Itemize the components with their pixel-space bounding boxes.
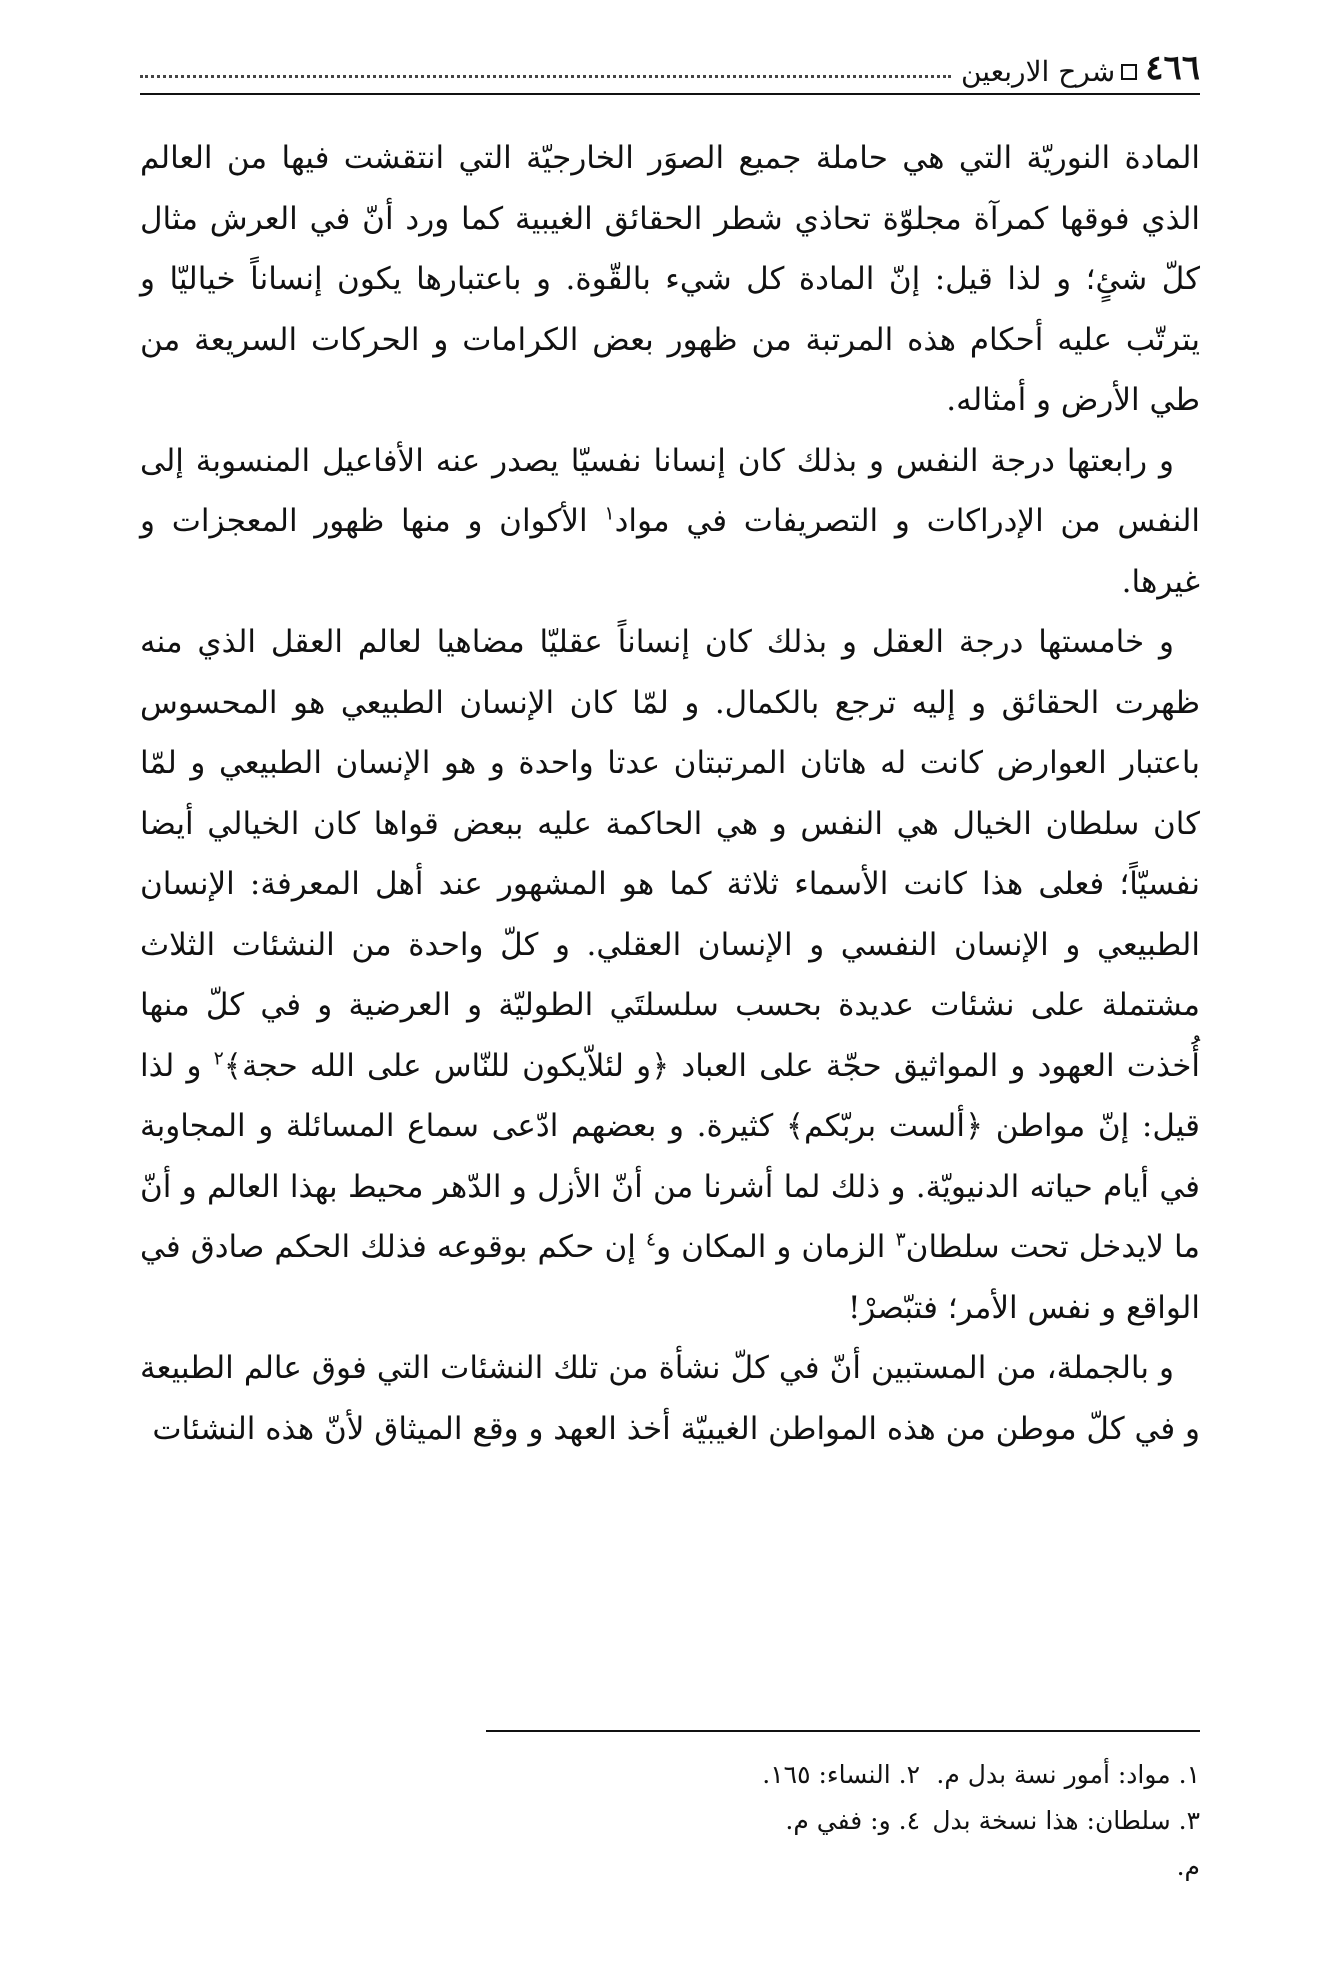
dotted-leader — [140, 75, 951, 78]
footnote-4: ٤. و: ففي م. — [785, 1806, 920, 1835]
paragraph-1 — [140, 128, 1200, 431]
main-text — [140, 128, 1200, 1459]
footnote-row — [486, 1752, 1200, 1798]
paragraph-3-text-b: و لذا قيل: إنّ مواطن ﴿ألست بربّكم﴾ كثيرة. و بعضهم ادّعى سماع المسائلة و المجاوبة في أيام حياته الدنيويّة. و ذلك لما أشرنا من أنّ الأزل و الدّهر محيط بهذا العالم و أنّ ما لايدخل تحت سلطان — [140, 1047, 1200, 1265]
page-number: ٤٦٦ — [1145, 48, 1200, 88]
page-header — [140, 40, 1200, 88]
footnote-row — [486, 1798, 1200, 1890]
footnote-ref-3: ٣ — [895, 1228, 906, 1251]
paragraph-1-text: المادة النوريّة التي هي حاملة جميع الصوَر الخارجيّة التي انتقشت فيها من العالم الذي فوقها كمرآة مجلوّة تحاذي شطر الحقائق الغيبية كما ورد أنّ في العرش مثال كلّ شئٍ؛ و لذا قيل: إنّ المادة كل شيء بالقّوة. و باعتبارها يكون إنساناً خياليّا و يترتّب عليه أحكام هذه المرتبة من ظهور بعض الكرامات و الحركات السريعة من طي الأرض و أمثاله. — [140, 140, 1200, 418]
paragraph-2 — [140, 431, 1200, 613]
paragraph-3 — [140, 612, 1200, 1338]
footnote-divider — [486, 1730, 1200, 1732]
paragraph-2-text-a: و رابعتها درجة النفس و بذلك كان إنسانا نفسيّا يصدر عنه الأفاعيل المنسوبة إلى النفس من الإدراكات و التصريفات في مواد — [140, 442, 1201, 539]
paragraph-3-text-a: و خامستها درجة العقل و بذلك كان إنساناً عقليّا مضاهيا لعالم العقل الذي منه ظهرت الحقائق و إليه ترجع بالكمال. و لمّا كان الإنسان الطبيعي هو المحسوس باعتبار العوارض كانت له هاتان المرتبتان عدتا واحدة و هو الإنسان الطبيعي و لمّا كان سلطان الخيال هي النفس و هي الحاكمة عليه ببعض قواها كان الخيالي أيضا نفسيّاً؛ فعلى هذا كانت الأسماء ثلاثة كما هو المشهور عند أهل المعرفة: الإنسان الطبيعي و الإنسان النفسي و الإنسان العقلي. و كلّ واحدة من النشئات الثلاث مشتملة على نشئات عديدة بحسب سلسلتَي الطوليّة و العرضية و في كلّ منها أُخذت العهود و المواثيق حجّة على العباد ﴿و لئلاّيكون للنّاس على الله حجة﴾ — [140, 624, 1200, 1084]
paragraph-4-text: و بالجملة، من المستبين أنّ في كلّ نشأة من تلك النشئات التي فوق عالم الطبيعة و في كلّ موطن من هذه المواطن الغيبيّة أخذ العهد و وقع الميثاق لأنّ هذه النشئات — [140, 1350, 1200, 1447]
footnote-ref-4: ٤ — [645, 1228, 657, 1251]
footnote-3: ٣. سلطان: هذا نسخة بدل م. — [932, 1806, 1200, 1881]
paragraph-2-text-b: الأكوان و منها ظهور المعجزات و غيرها. — [140, 503, 1200, 600]
paragraph-3-text-d: إن حكم بوقوعه فذلك الحكم صادق في الواقع و نفس الأمر؛ فتبّصرْ! — [140, 1229, 1200, 1326]
footnote-ref-2: ٢ — [213, 1047, 224, 1070]
footnote-2: ٢. النساء: ١٦٥. — [762, 1760, 920, 1789]
footnote-ref-1: ١ — [604, 502, 615, 525]
running-title: شرح الاربعين — [960, 55, 1116, 88]
square-ornament-icon — [1121, 64, 1137, 80]
footnote-1: ١. مواد: أمور نسة بدل م. — [936, 1760, 1200, 1789]
paragraph-3-text-c: الزمان و المكان و — [656, 1229, 896, 1265]
header-divider — [140, 93, 1200, 95]
paragraph-4 — [140, 1338, 1200, 1459]
footnotes — [486, 1752, 1200, 1890]
